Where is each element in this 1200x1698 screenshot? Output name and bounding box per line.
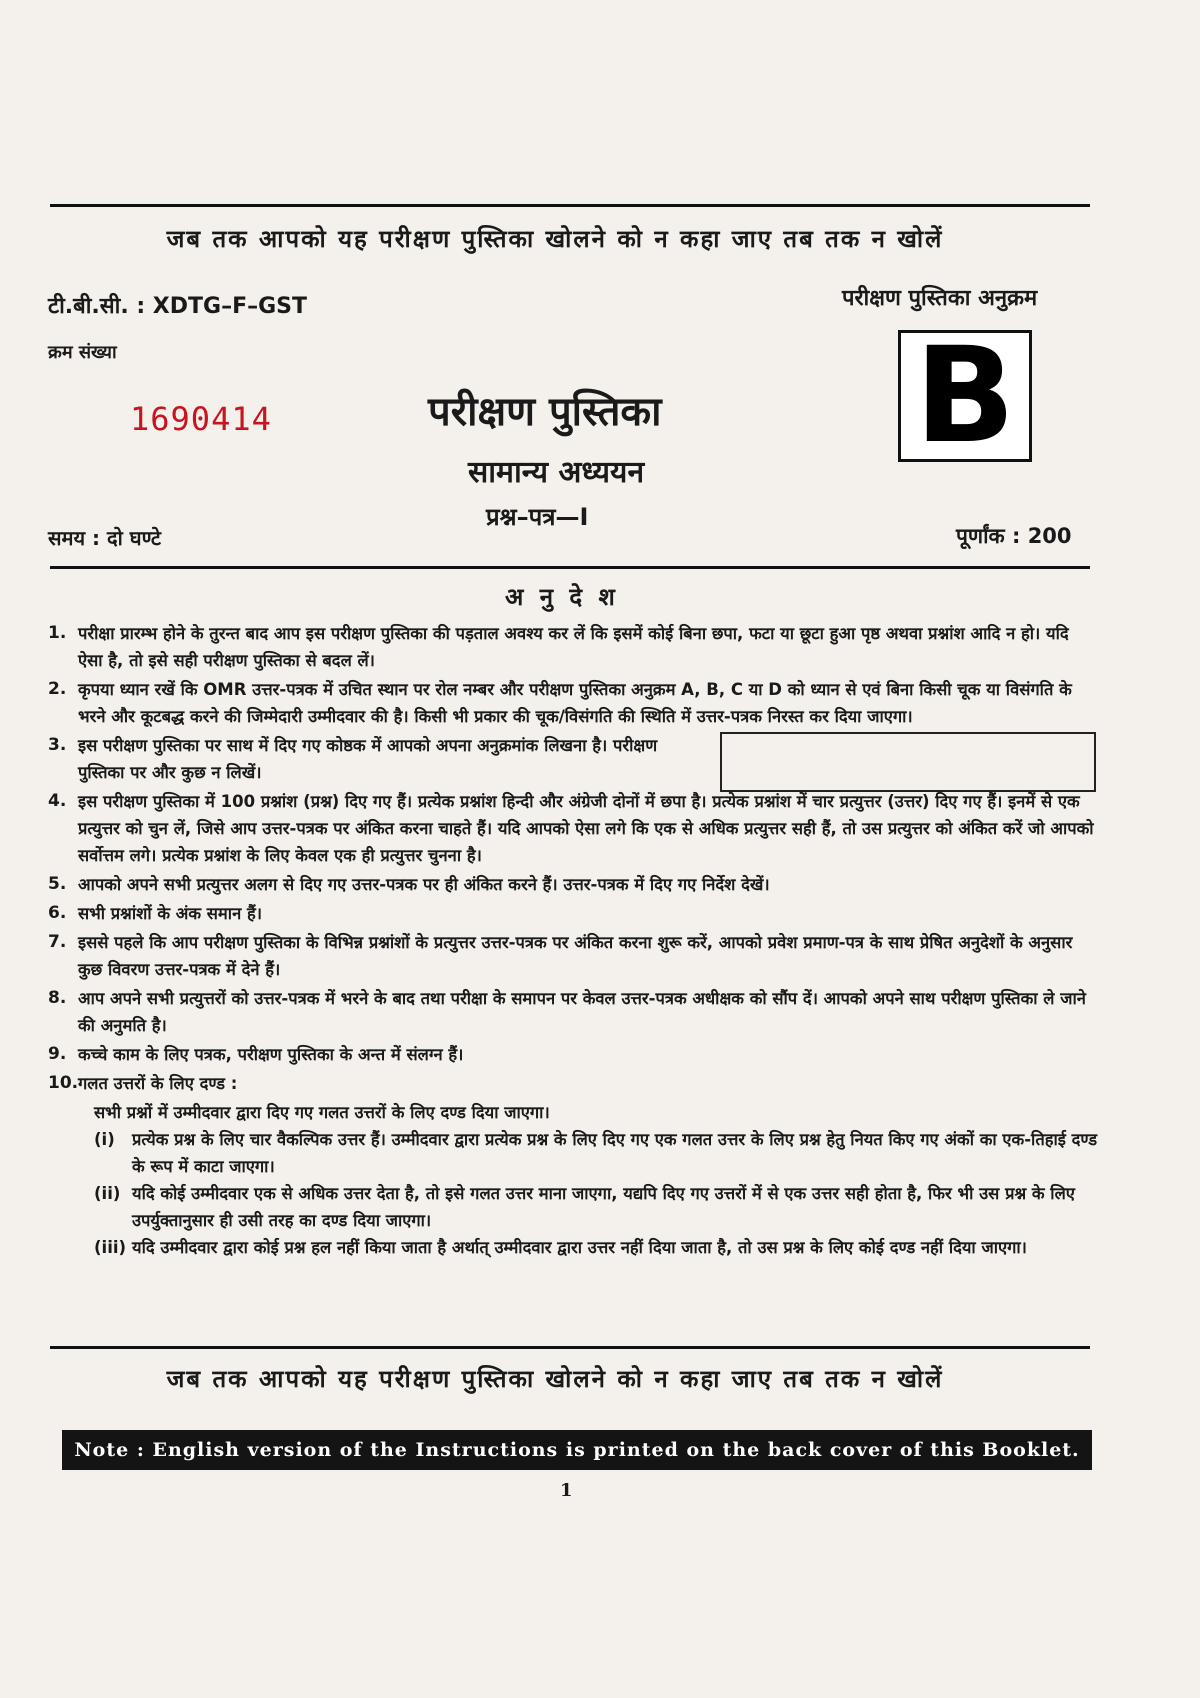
page-number: 1: [560, 1480, 573, 1501]
roll-number-box[interactable]: [720, 732, 1096, 792]
instruction-item: [48, 676, 1098, 730]
instruction-item: [48, 1041, 1098, 1068]
booklet-title: परीक्षण पुस्तिका: [428, 389, 662, 435]
item-number: 7.: [48, 932, 67, 952]
bottom-warning: जब तक आपको यह परीक्षण पुस्तिका खोलने को न कहा जाए तब तक न खोलें: [166, 1365, 944, 1393]
penalty-item: [94, 1126, 1098, 1180]
item-text: आपको अपने सभी प्रत्युत्तर अलग से दिए गए उत्तर-पत्रक पर ही अंकित करने हैं। उत्तर-पत्रक में दिए गए निर्देश देखें।: [78, 875, 770, 894]
item-text: आप अपने सभी प्रत्युत्तरों को उत्तर-पत्रक में भरने के बाद तथा परीक्षा के समापन पर केवल उत्तर-पत्रक अधीक्षक को सौंप दें। आपको अपने साथ परीक्षण पुस्तिका ले जाने की अनुमति है।: [78, 989, 1086, 1035]
item-number: 3.: [48, 735, 67, 755]
item-text: सभी प्रश्नांशों के अंक समान हैं।: [78, 904, 262, 923]
item-number: 4.: [48, 791, 67, 811]
instruction-item: [48, 985, 1098, 1039]
penalty-item: [94, 1180, 1098, 1234]
item-text: कच्चे काम के लिए पत्रक, परीक्षण पुस्तिका के अन्त में संलग्न हैं।: [78, 1045, 464, 1064]
penalty-text: यदि कोई उम्मीदवार एक से अधिक उत्तर देता है, तो इसे गलत उत्तर माना जाएगा, यद्यपि दिए गए उत्तरों में से एक उत्तर सही होता है, फिर भी उस प्रश्न के लिए उपर्युक्तानुसार ही उसी तरह का दण्ड दिया जाएगा।: [132, 1184, 1075, 1230]
item-number: 5.: [48, 874, 67, 894]
penalty-text: प्रत्येक प्रश्न के लिए चार वैकल्पिक उत्तर हैं। उम्मीदवार द्वारा प्रत्येक प्रश्न के लिए दिए गए एक गलत उत्तर के लिए प्रश्न हेतु नियत किए गए अंकों का एक-तिहाई दण्ड के रूप में काटा जाएगा।: [132, 1130, 1098, 1176]
instruction-item: [48, 788, 1098, 869]
instructions-rule: [50, 566, 1090, 569]
top-rule: [50, 204, 1090, 207]
paper-number: प्रश्न–पत्र—I: [486, 503, 589, 531]
series-label: परीक्षण पुस्तिका अनुक्रम: [842, 286, 1038, 311]
top-warning: जब तक आपको यह परीक्षण पुस्तिका खोलने को न कहा जाए तब तक न खोलें: [166, 225, 944, 253]
item-text: इससे पहले कि आप परीक्षण पुस्तिका के विभिन्न प्रश्नांशों के प्रत्युत्तर उत्तर-पत्रक पर अंकित करना शुरू करें, आपको प्रवेश प्रमाण-पत्र के साथ प्रेषित अनुदेशों के अनुसार कुछ विवरण उत्तर-पत्रक में देने हैं।: [78, 933, 1073, 979]
penalty-number: (ii): [94, 1184, 121, 1203]
item-number: 6.: [48, 903, 67, 923]
item-text: गलत उत्तरों के लिए दण्ड :: [78, 1074, 238, 1093]
series-letter: B: [914, 319, 1016, 473]
instruction-item: [48, 871, 1098, 898]
english-version-note: Note : English version of the Instructions is printed on the back cover of this Booklet.: [62, 1430, 1092, 1470]
instruction-item: [48, 900, 1098, 927]
serial-label: क्रम संख्या: [48, 342, 117, 363]
item-text: इस परीक्षण पुस्तिका में 100 प्रश्नांश (प्रश्न) दिए गए हैं। प्रत्येक प्रश्नांश हिन्दी और अंग्रेजी दोनों में छपा है। प्रत्येक प्रश्नांश में चार प्रत्युत्तर (उत्तर) दिए गए हैं। इनमें से एक प्रत्युत्तर को चुन लें, जिसे आप उत्तर-पत्रक पर अंकित करना चाहते हैं। यदि आपको ऐसा लगे कि एक से अधिक प्रत्युत्तर सही हैं, तो उस प्रत्युत्तर को अंकित करें जो आपको सर्वोत्तम लगे। प्रत्येक प्रश्नांश के लिए केवल एक ही प्रत्युत्तर चुनना है।: [78, 792, 1094, 865]
instruction-item: [48, 929, 1098, 983]
instruction-item: [48, 1070, 1098, 1097]
bottom-rule: [50, 1346, 1090, 1349]
instructions-heading: अ नु दे श: [505, 583, 619, 611]
instructions-list: [48, 620, 1098, 1261]
item-number: 1.: [48, 623, 67, 643]
penalty-number: (i): [94, 1130, 115, 1149]
penalty-number: (iii): [94, 1238, 127, 1257]
serial-number: 1690414: [130, 400, 272, 438]
series-letter-box: [898, 319, 1032, 473]
penalty-intro: सभी प्रश्नों में उम्मीदवार द्वारा दिए गए गलत उत्तरों के लिए दण्ड दिया जाएगा।: [94, 1103, 550, 1122]
item-number: 8.: [48, 988, 67, 1008]
tbc-code: टी.बी.सी. : XDTG–F–GST: [48, 294, 308, 319]
item-number: 2.: [48, 679, 67, 699]
item-text: कृपया ध्यान रखें कि OMR उत्तर-पत्रक में उचित स्थान पर रोल नम्बर और परीक्षण पुस्तिका अनुक्रम A, B, C या D को ध्यान से एवं बिना किसी चूक या विसंगति के भरने और कूटबद्ध करने की जिम्मेदारी उम्मीदवार की है। किसी भी प्रकार की चूक/विसंगति की स्थिति में उत्तर-पत्रक निरस्त कर दिया जाएगा।: [78, 680, 1072, 726]
penalty-text: यदि उम्मीदवार द्वारा कोई प्रश्न हल नहीं किया जाता है अर्थात् उम्मीदवार द्वारा उत्तर नहीं दिया जाता है, तो उस प्रश्न के लिए कोई दण्ड नहीं दिया जाएगा।: [132, 1238, 1027, 1257]
instruction-item: [48, 732, 1098, 786]
subject-title: सामान्य अध्ययन: [468, 455, 645, 490]
instruction-item: [48, 620, 1098, 674]
item-text: इस परीक्षण पुस्तिका पर साथ में दिए गए कोष्ठक में आपको अपना अनुक्रमांक लिखना है। परीक्षण पुस्तिका पर और कुछ न लिखें।: [78, 736, 658, 782]
maximum-marks: पूर्णांक : 200: [956, 524, 1072, 548]
item-text: परीक्षा प्रारम्भ होने के तुरन्त बाद आप इस परीक्षण पुस्तिका की पड़ताल अवश्य कर लें कि इसमें कोई बिना छपा, फटा या छूटा हुआ पृष्ठ अथवा प्रश्नांश आदि न हो। यदि ऐसा है, तो इसे सही परीक्षण पुस्तिका से बदल लें।: [78, 624, 1069, 670]
item-number: 10.: [48, 1073, 79, 1093]
penalty-item: [94, 1234, 1098, 1261]
item-number: 9.: [48, 1044, 67, 1064]
exam-duration: समय : दो घण्टे: [48, 526, 161, 550]
